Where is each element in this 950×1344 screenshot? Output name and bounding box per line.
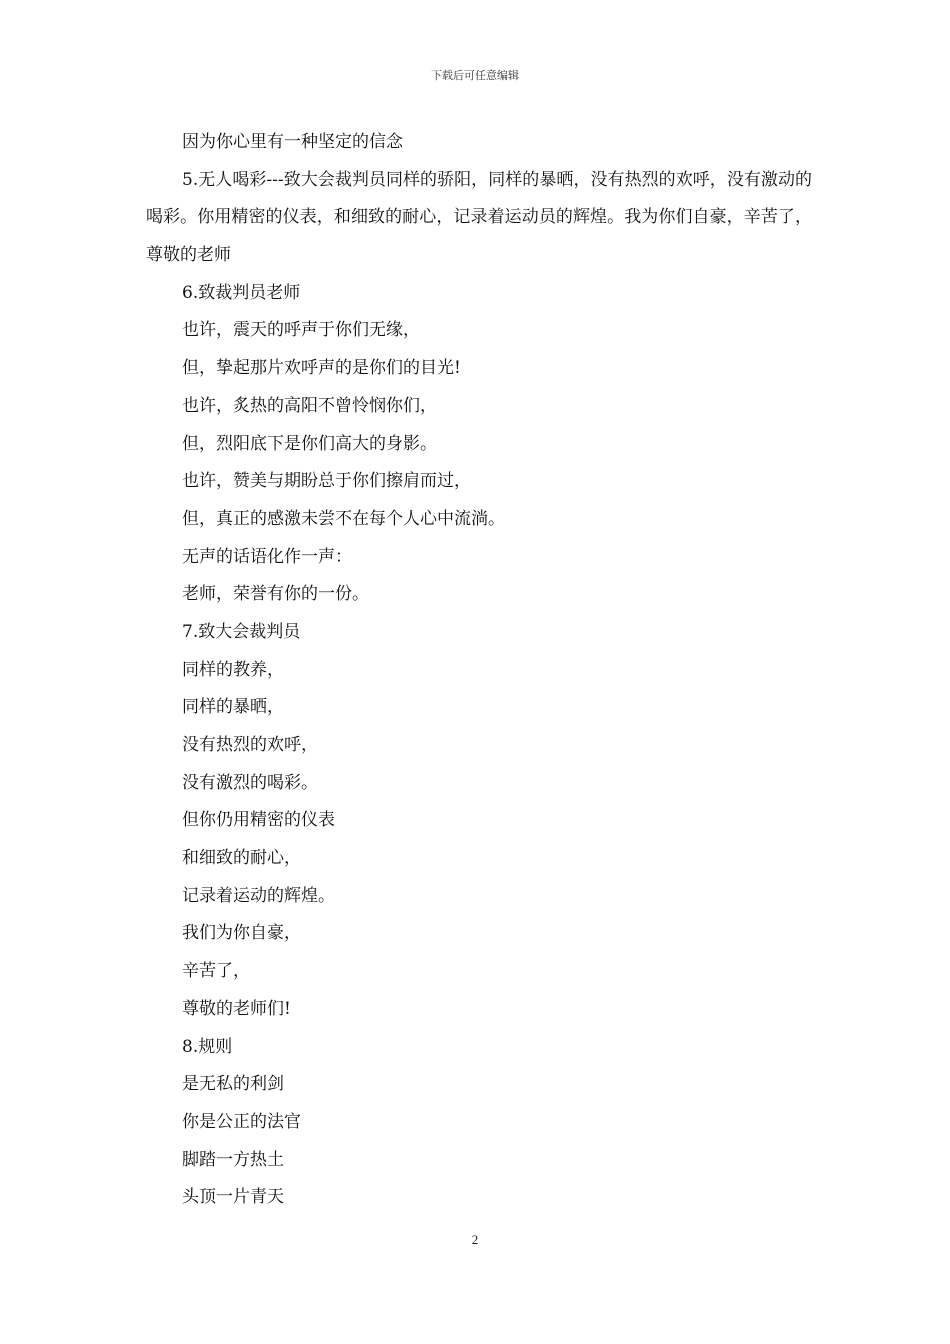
document-body [146,124,812,1217]
text-line: 尊敬的老师们! [182,998,291,1019]
section-heading-7: 7.致大会裁判员 [182,621,301,642]
page-number: 2 [471,1232,479,1247]
section-heading-6: 6.致裁判员老师 [182,282,301,303]
text-line: 和细致的耐心， [182,848,301,869]
text-line: 因为你心里有一种坚定的信念 [182,132,403,152]
text-line: 没有热烈的欢呼， [182,735,318,756]
text-line: 同样的教养， [182,659,284,680]
text-line: 是无私的利剑 [182,1074,284,1095]
text-line: 没有激烈的喝彩。 [182,772,318,793]
text-line: 同样的暴晒， [182,697,284,718]
text-line: 无声的话语化作一声： [182,546,352,567]
text-line: 辛苦了， [182,961,250,982]
paragraph-5: 5.无人喝彩---致大会裁判员同样的骄阳，同样的暴晒，没有热烈的欢呼，没有激动的喝彩。你用精密的仪表，和细致的耐心，记录着运动员的辉煌。我为你们自豪，辛苦了，尊敬的老师 [146,169,812,266]
text-line: 也许，震天的呼声于你们无缘， [182,320,420,341]
page-header: 下载后可任意编辑 [431,69,519,82]
text-line: 但，挚起那片欢呼声的是你们的目光! [182,358,461,379]
section-heading-8: 8.规则 [182,1036,233,1057]
text-line: 也许，炙热的高阳不曾怜悯你们， [182,395,437,416]
text-line: 头顶一片青天 [182,1187,284,1208]
text-line: 脚踏一方热土 [182,1149,284,1170]
text-line: 我们为你自豪， [182,923,301,944]
text-line: 记录着运动的辉煌。 [182,885,335,906]
text-line: 你是公正的法官 [182,1111,301,1132]
text-line: 老师，荣誉有你的一份。 [182,584,369,605]
text-line: 但，真正的感激未尝不在每个人心中流淌。 [182,508,505,529]
text-line: 但你仍用精密的仪表 [182,810,335,831]
text-line: 也许，赞美与期盼总于你们擦肩而过， [182,471,471,492]
text-line: 但，烈阳底下是你们高大的身影。 [182,433,437,454]
